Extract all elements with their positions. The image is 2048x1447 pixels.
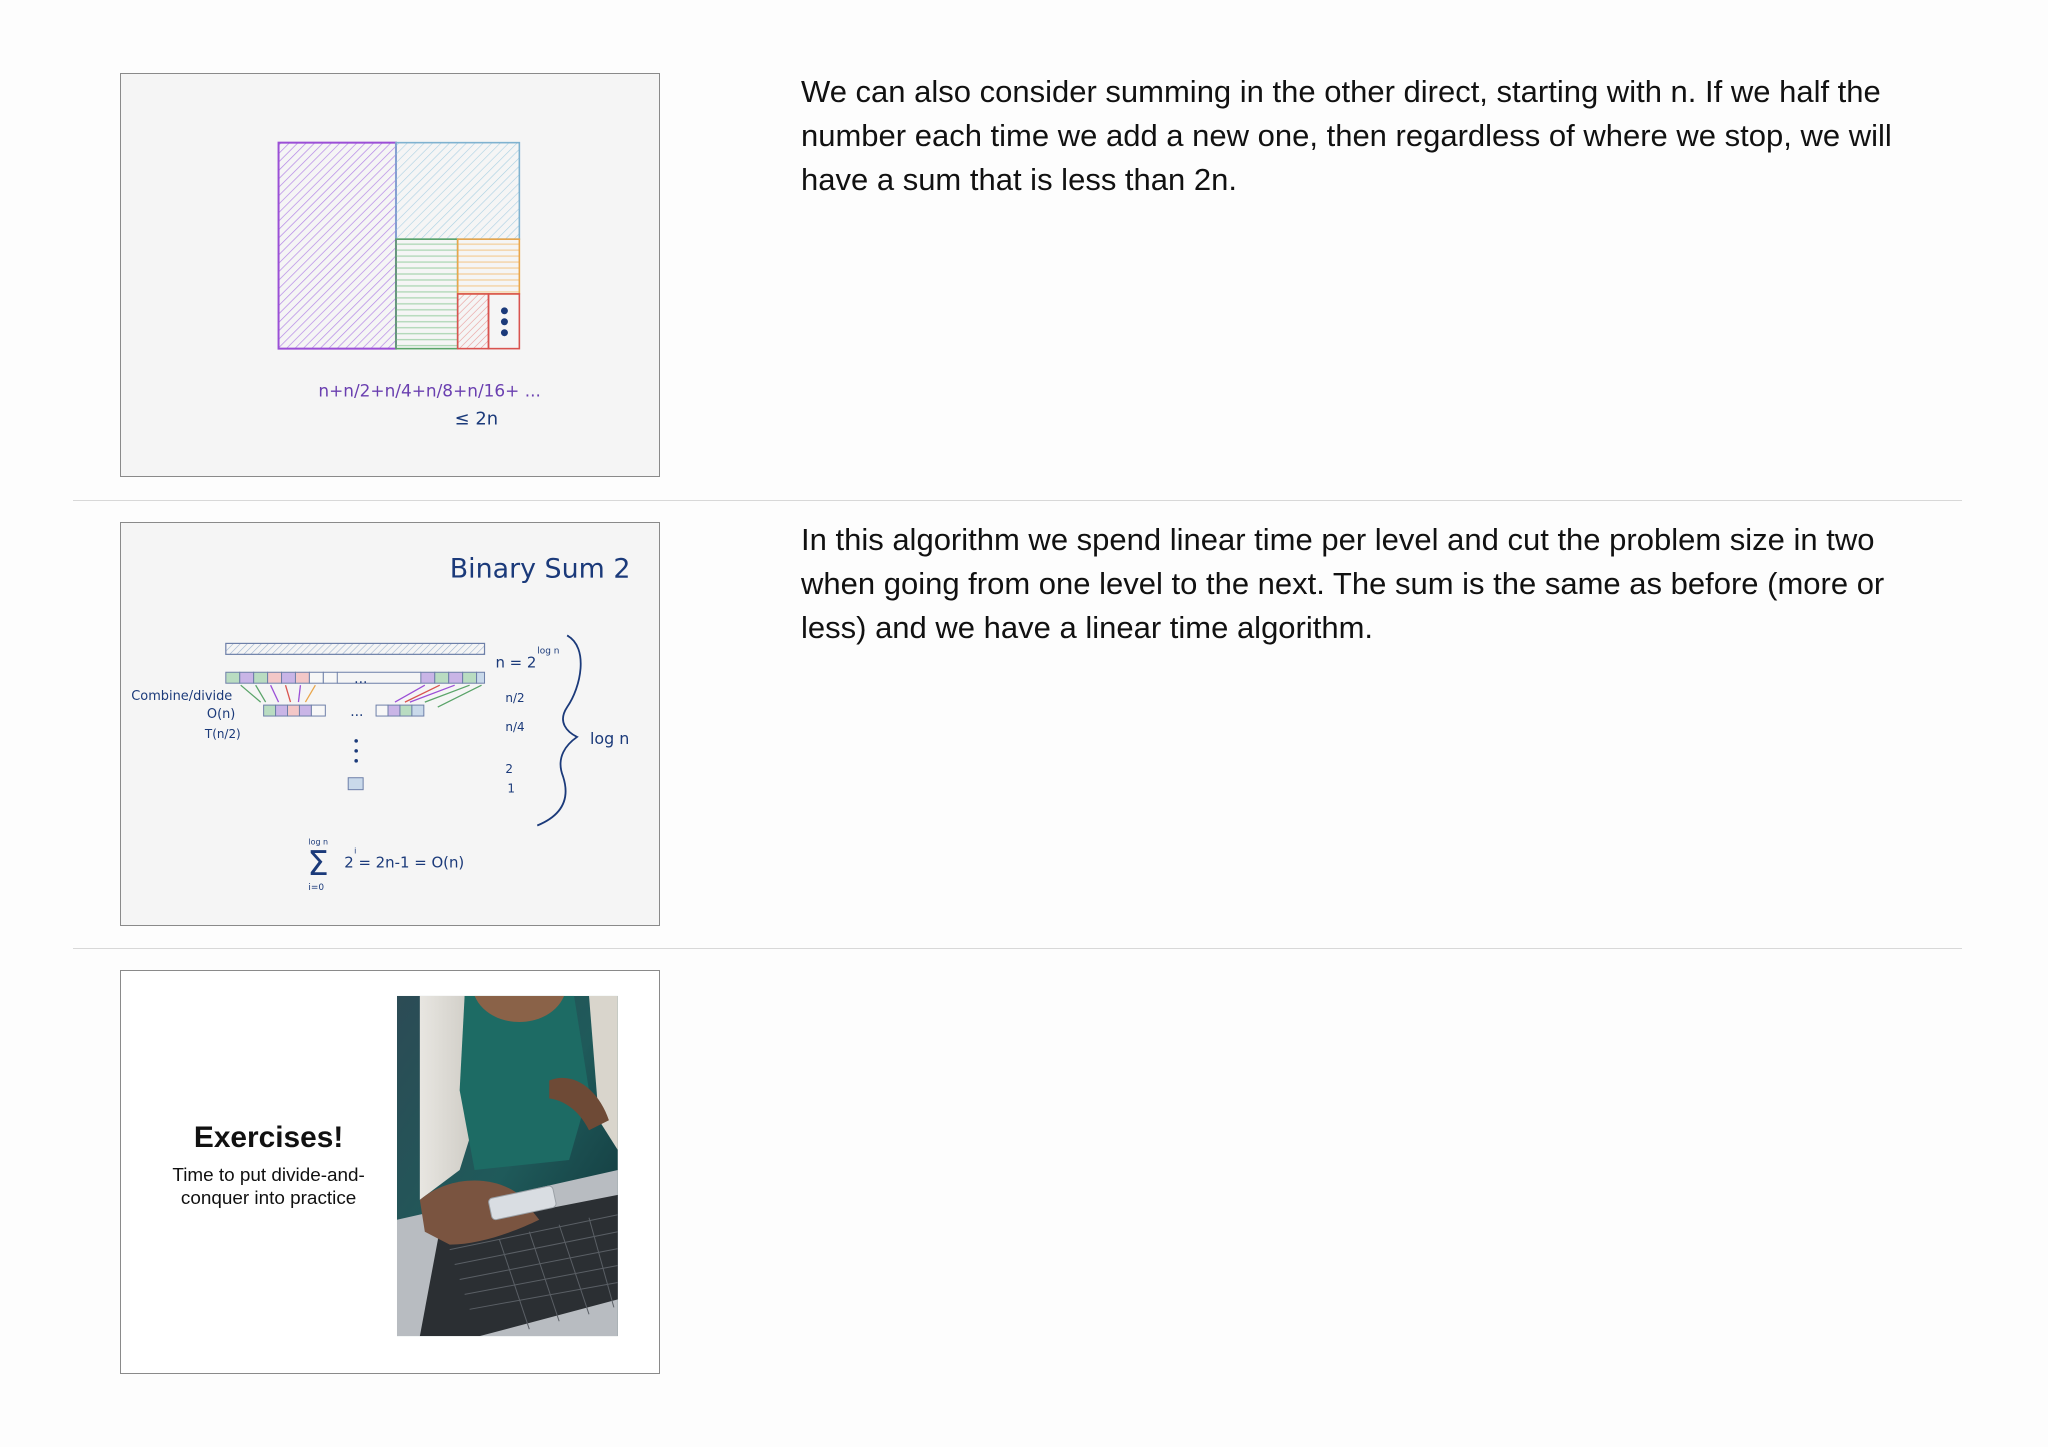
slide-note-1: We can also consider summing in the other direct, starting with n. If we half the number each time we add a new one, then regardless of where we stop, we will have a sum that is less than 2n. <box>801 74 1892 197</box>
quarter-block <box>396 143 519 240</box>
exercises-subtitle-line-1: Time to put divide-and- <box>172 1164 365 1186</box>
linear-cost-label: O(n) <box>206 707 236 723</box>
slide-thumbnail-geometric-sum[interactable] <box>120 73 660 477</box>
half-size-label: n/2 <box>505 691 525 706</box>
row-divider-1 <box>73 500 1962 501</box>
laptop-photo <box>397 996 618 1336</box>
size-two-label: 2 <box>505 761 514 776</box>
n-equals-label: n = 2 <box>495 653 537 672</box>
level-1-dots: ... <box>354 671 368 688</box>
level-2-dots: ... <box>350 704 364 721</box>
exercises-subtitle-line-2: conquer into practice <box>180 1187 357 1209</box>
exercises-title: Exercises! <box>193 1121 344 1155</box>
slide-title: Binary Sum 2 <box>449 553 631 585</box>
geometric-sum-diagram <box>121 74 659 476</box>
exercises-slide <box>121 971 659 1373</box>
half-block <box>279 143 396 349</box>
n-exponent-label: log n <box>537 646 560 657</box>
row-divider-2 <box>73 948 1962 949</box>
sum-expression: 2 = 2n-1 = O(n) <box>344 853 465 872</box>
slide-note-2: In this algorithm we spend linear time per level and cut the problem size in two when going from one level to the next. The sum is the same as before (more or less) and we have a linear time algorithm. <box>801 522 1885 645</box>
sum-upper-limit: log n <box>308 837 329 847</box>
quarter-size-label: n/4 <box>505 719 525 734</box>
levels-count-label: log n <box>590 728 630 748</box>
sixteenth-block <box>458 239 520 294</box>
sum-formula: n+n/2+n/4+n/8+n/16+ ... <box>318 380 541 401</box>
recursive-cost-label: T(n/2) <box>204 726 241 741</box>
eighth-block <box>396 239 458 348</box>
sum-bound: ≤ 2n <box>454 408 499 430</box>
slide-thumbnail-binary-sum[interactable] <box>120 522 660 926</box>
thirtysecond-block <box>458 294 489 349</box>
sum-lower-limit: i=0 <box>308 883 325 894</box>
level-2-cells <box>264 705 424 716</box>
slide-thumbnail-exercises[interactable] <box>120 970 660 1374</box>
combine-label: Combine/divide <box>131 689 233 705</box>
base-cell <box>348 778 363 790</box>
binary-sum-diagram <box>121 523 659 925</box>
sigma-symbol: Σ <box>307 844 329 884</box>
sum-exponent: i <box>354 846 357 856</box>
levels-brace <box>537 635 580 825</box>
size-one-label: 1 <box>507 781 516 796</box>
